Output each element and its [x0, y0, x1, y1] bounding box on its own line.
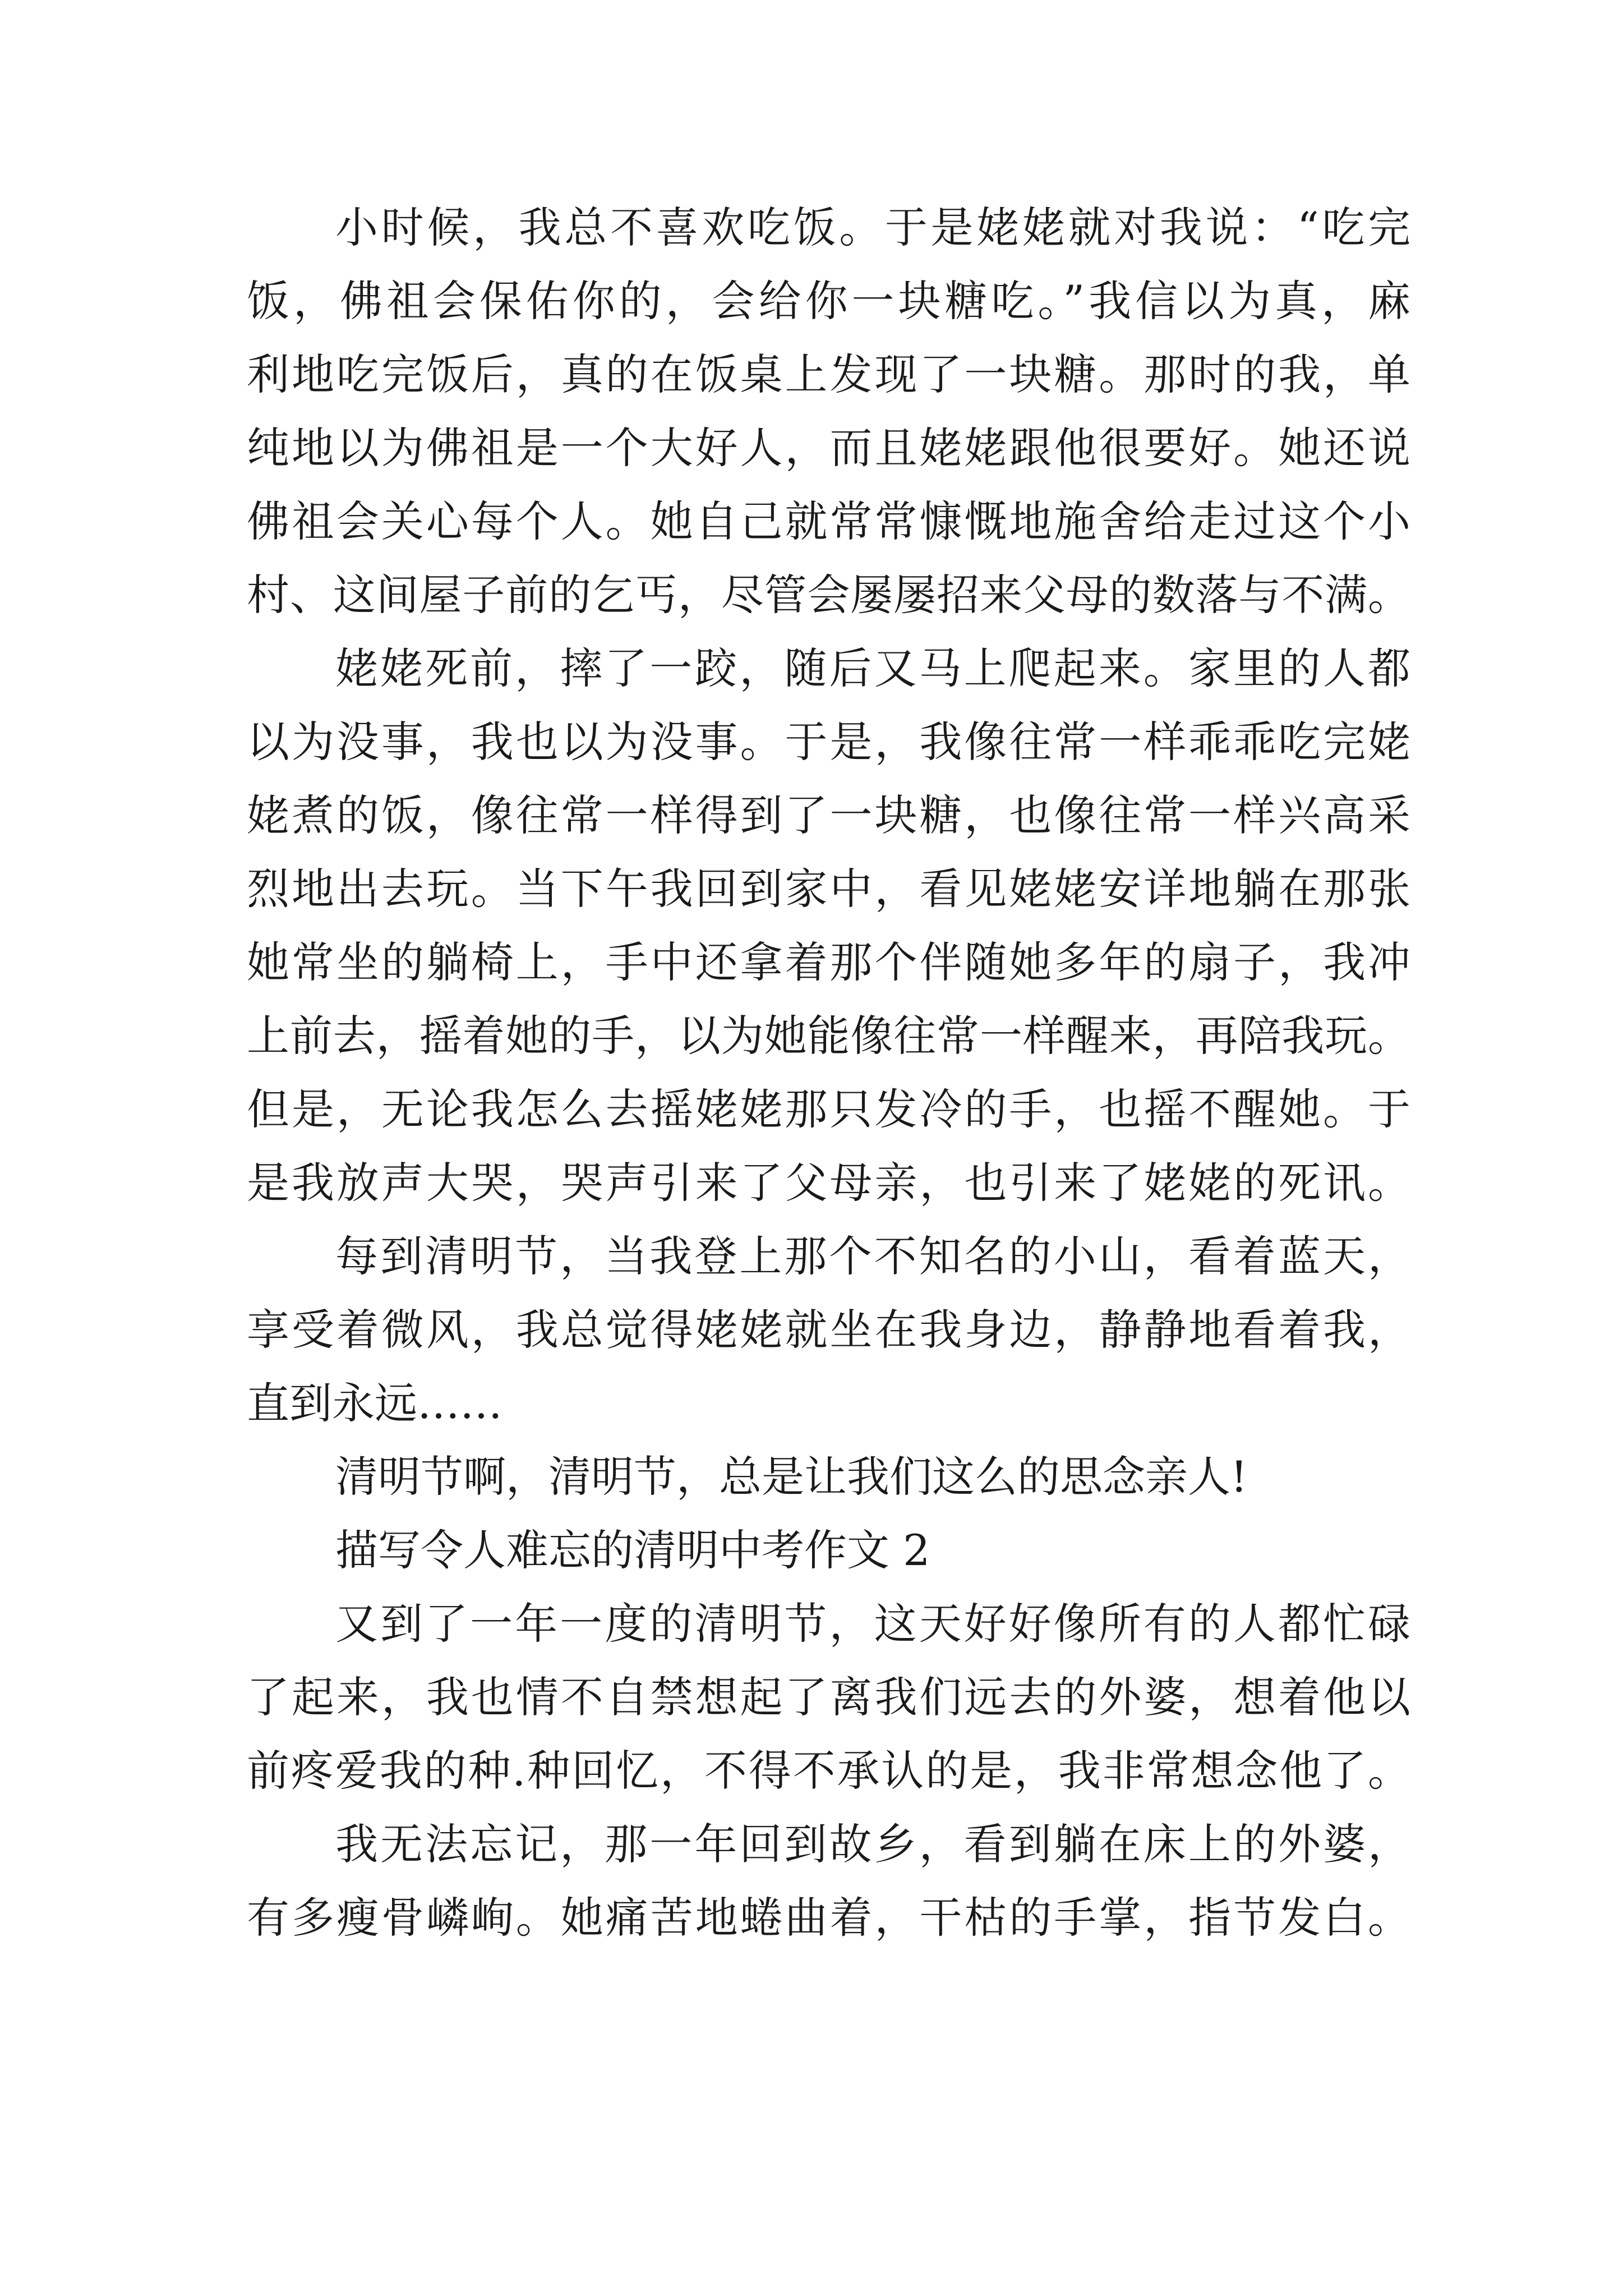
essay-body: [247, 191, 1410, 1954]
text-line: 每到清明节，当我登上那个不知名的小山，看着蓝天，: [335, 1231, 1410, 1281]
text-line: 了起来，我也情不自禁想起了离我们远去的外婆，想着他以: [247, 1672, 1410, 1722]
text-line: 有多瘦骨嶙峋。她痛苦地蜷曲着，干枯的手掌，指节发白。: [247, 1893, 1410, 1943]
text-line: 上前去，摇着她的手，以为她能像往常一样醒来，再陪我玩。: [247, 1011, 1410, 1061]
text-line: 前疼爱我的种.种回忆，不得不承认的是，我非常想念他了。: [247, 1746, 1410, 1796]
text-line: 利地吃完饭后，真的在饭桌上发现了一块糖。那时的我，单: [247, 349, 1410, 399]
text-line: 烈地出去玩。当下午我回到家中，看见姥姥安详地躺在那张: [247, 864, 1410, 914]
text-line: 享受着微风，我总觉得姥姥就坐在我身边，静静地看着我，: [247, 1305, 1410, 1355]
text-line: 佛祖会关心每个人。她自己就常常慷慨地施舍给走过这个小: [247, 496, 1410, 546]
text-line: 又到了一年一度的清明节，这天好好像所有的人都忙碌: [335, 1599, 1410, 1649]
text-line: 村、这间屋子前的乞丐，尽管会屡屡招来父母的数落与不满。: [247, 570, 1410, 620]
text-line: 清明节啊，清明节，总是让我们这么的思念亲人!: [335, 1452, 1248, 1502]
text-line: 饭，佛祖会保佑你的，会给你一块糖吃。”我信以为真，麻: [247, 276, 1410, 326]
text-line: 我无法忘记，那一年回到故乡，看到躺在床上的外婆，: [335, 1819, 1410, 1869]
text-line: 是我放声大哭，哭声引来了父母亲，也引来了姥姥的死讯。: [247, 1158, 1410, 1208]
text-line: 小时候，我总不喜欢吃饭。于是姥姥就对我说：“吃完: [335, 203, 1410, 252]
text-line: 以为没事，我也以为没事。于是，我像往常一样乖乖吃完姥: [247, 717, 1410, 767]
section-heading: 描写令人难忘的清明中考作文 2: [335, 1525, 930, 1575]
text-line: 纯地以为佛祖是一个大好人，而且姥姥跟他很要好。她还说: [247, 423, 1410, 473]
text-line: 但是，无论我怎么去摇姥姥那只发冷的手，也摇不醒她。于: [247, 1084, 1410, 1134]
text-line: 她常坐的躺椅上，手中还拿着那个伴随她多年的扇子，我冲: [247, 937, 1410, 987]
text-line: 姥煮的饭，像往常一样得到了一块糖，也像往常一样兴高采: [247, 790, 1410, 840]
text-line: 姥姥死前，摔了一跤，随后又马上爬起来。家里的人都: [335, 643, 1410, 693]
text-line: 直到永远……: [247, 1378, 502, 1428]
